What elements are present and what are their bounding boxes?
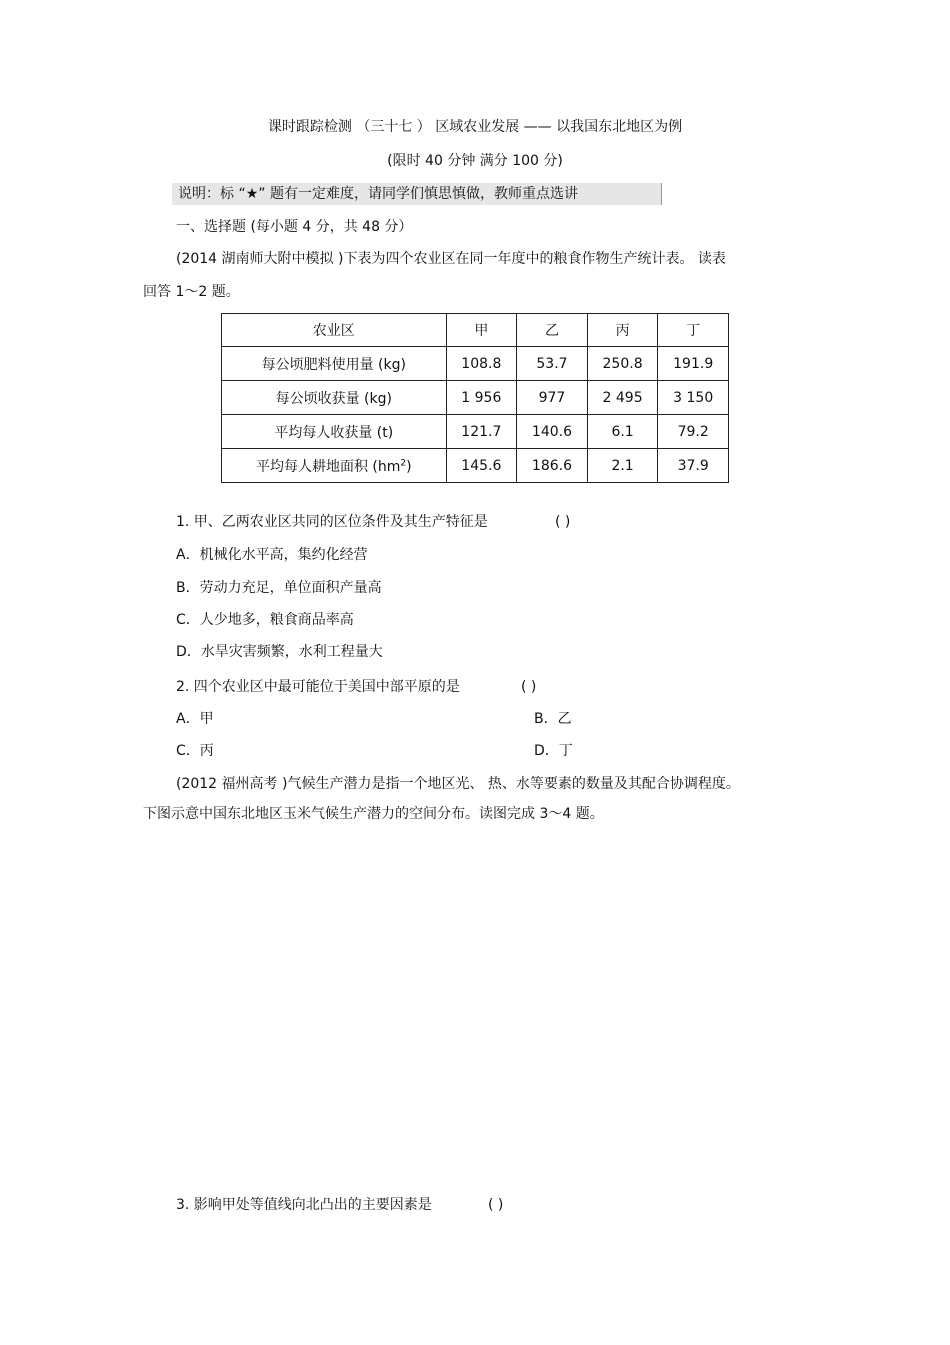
question-1-option-a: A．机械化水平高，集约化经营 bbox=[176, 547, 368, 563]
question-2-option-c: C．丙 bbox=[176, 743, 214, 759]
question-3-answer-bracket: ( ) bbox=[488, 1197, 504, 1213]
table-cell: 6.1 bbox=[587, 415, 658, 449]
question-1-option-d: D．水旱灾害频繁，水利工程量大 bbox=[176, 644, 383, 660]
question-2-option-b: B．乙 bbox=[534, 711, 572, 727]
question-1-option-b: B．劳动力充足，单位面积产量高 bbox=[176, 580, 382, 596]
table-row bbox=[222, 381, 729, 415]
row-label-close: ) bbox=[406, 458, 412, 475]
difficulty-note: 说明：标 “★” 题有一定难度，请同学们慎思慎做，教师重点选讲 bbox=[172, 183, 662, 205]
intro-1-line-2: 回答 1～2 题。 bbox=[143, 284, 240, 300]
intro-2-line-1: (2012 福州高考 )气候生产潜力是指一个地区光、 热、水等要素的数量及其配合协调程度。 bbox=[176, 776, 740, 792]
superscript-2: 2 bbox=[400, 457, 407, 468]
table-header-cell: 农业区 bbox=[222, 314, 447, 347]
row-label-text: 平均每人耕地面积 (hm bbox=[255, 458, 401, 475]
intro-1-text: (2014 湖南师大附中模拟 )下表为四个农业区在同一年度中的粮食作物生产统计表。 读表 bbox=[176, 251, 726, 267]
question-1-answer-bracket: ( ) bbox=[555, 514, 571, 530]
table-cell: 145.6 bbox=[446, 449, 517, 483]
section-heading: 一、选择题 (每小题 4 分，共 48 分） bbox=[176, 219, 413, 235]
table-cell: 140.6 bbox=[517, 415, 588, 449]
page-title: 课时跟踪检测 （三十七 ） 区域农业发展 —— 以我国东北地区为例 bbox=[267, 119, 683, 135]
table-row bbox=[222, 347, 729, 381]
question-1-option-c: C．人少地多，粮食商品率高 bbox=[176, 612, 354, 628]
table-cell: 977 bbox=[517, 381, 588, 415]
grain-production-table bbox=[221, 313, 729, 483]
question-2-option-a: A．甲 bbox=[176, 711, 214, 727]
intro-2-line-2: 下图示意中国东北地区玉米气候生产潜力的空间分布。读图完成 3～4 题。 bbox=[143, 806, 604, 822]
table-cell: 2.1 bbox=[587, 449, 658, 483]
question-3-stem: 3. 影响甲处等值线向北凸出的主要因素是 bbox=[176, 1197, 432, 1213]
table-row-label: 每公顷肥料使用量 (kg) bbox=[222, 347, 447, 381]
table-cell: 1 956 bbox=[446, 381, 517, 415]
table-cell: 108.8 bbox=[446, 347, 517, 381]
table-cell: 53.7 bbox=[517, 347, 588, 381]
table-cell: 191.9 bbox=[658, 347, 729, 381]
table-row-label: 每公顷收获量 (kg) bbox=[222, 381, 447, 415]
table-cell: 37.9 bbox=[658, 449, 729, 483]
question-2-answer-bracket: ( ) bbox=[521, 679, 537, 695]
table-header-cell: 丙 bbox=[587, 314, 658, 347]
table-cell: 3 150 bbox=[658, 381, 729, 415]
table-cell: 2 495 bbox=[587, 381, 658, 415]
table-cell: 79.2 bbox=[658, 415, 729, 449]
table-cell: 250.8 bbox=[587, 347, 658, 381]
table-row-label bbox=[222, 449, 447, 483]
table-row bbox=[222, 415, 729, 449]
table-cell: 186.6 bbox=[517, 449, 588, 483]
page-subtitle: (限时 40 分钟 满分 100 分) bbox=[387, 153, 563, 169]
table-header-cell: 甲 bbox=[446, 314, 517, 347]
question-2-stem: 2. 四个农业区中最可能位于美国中部平原的是 bbox=[176, 679, 460, 695]
table-header-row bbox=[222, 314, 729, 347]
table-cell: 121.7 bbox=[446, 415, 517, 449]
intro-1-line-1 bbox=[176, 250, 804, 268]
question-1-stem: 1. 甲、乙两农业区共同的区位条件及其生产特征是 bbox=[176, 514, 488, 530]
table-header-cell: 乙 bbox=[517, 314, 588, 347]
table-header-cell: 丁 bbox=[658, 314, 729, 347]
table-row-label: 平均每人收获量 (t) bbox=[222, 415, 447, 449]
question-2-option-d: D．丁 bbox=[534, 743, 573, 759]
table-row bbox=[222, 449, 729, 483]
